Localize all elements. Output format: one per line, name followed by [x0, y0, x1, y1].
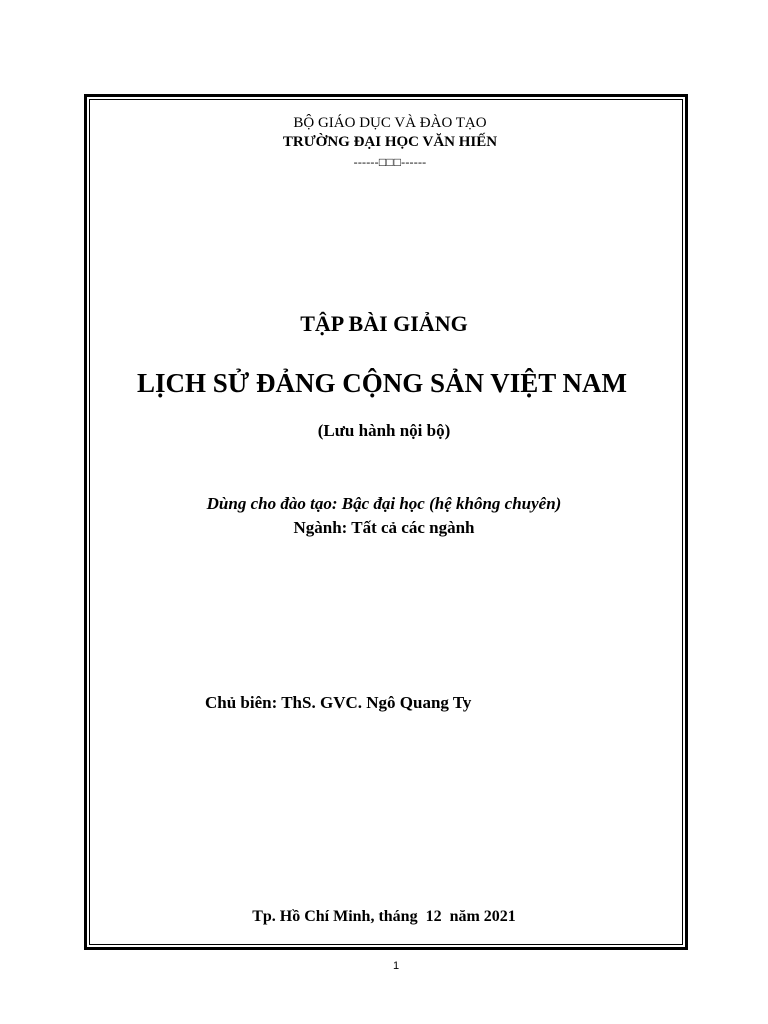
document-title: LỊCH SỬ ĐẢNG CỘNG SẢN VIỆT NAM [136, 368, 628, 398]
page-number: 1 [392, 960, 400, 972]
audience-line: Dùng cho đào tạo: Bậc đại học (hệ không chuyên) [206, 494, 562, 513]
document-type: TẬP BÀI GIẢNG [300, 311, 468, 336]
ministry-name: BỘ GIÁO DỤC VÀ ĐÀO TẠO [293, 115, 487, 131]
major-line: Ngành: Tất cả các ngành [293, 518, 475, 537]
editor-line: Chủ biên: ThS. GVC. Ngô Quang Ty [205, 693, 472, 712]
header-divider: ------□□□------ [353, 155, 427, 169]
school-name: TRƯỜNG ĐẠI HỌC VĂN HIẾN [282, 134, 498, 150]
place-date-line: Tp. Hồ Chí Minh, tháng 12 năm 2021 [252, 908, 516, 925]
circulation-note: (Lưu hành nội bộ) [317, 421, 451, 440]
